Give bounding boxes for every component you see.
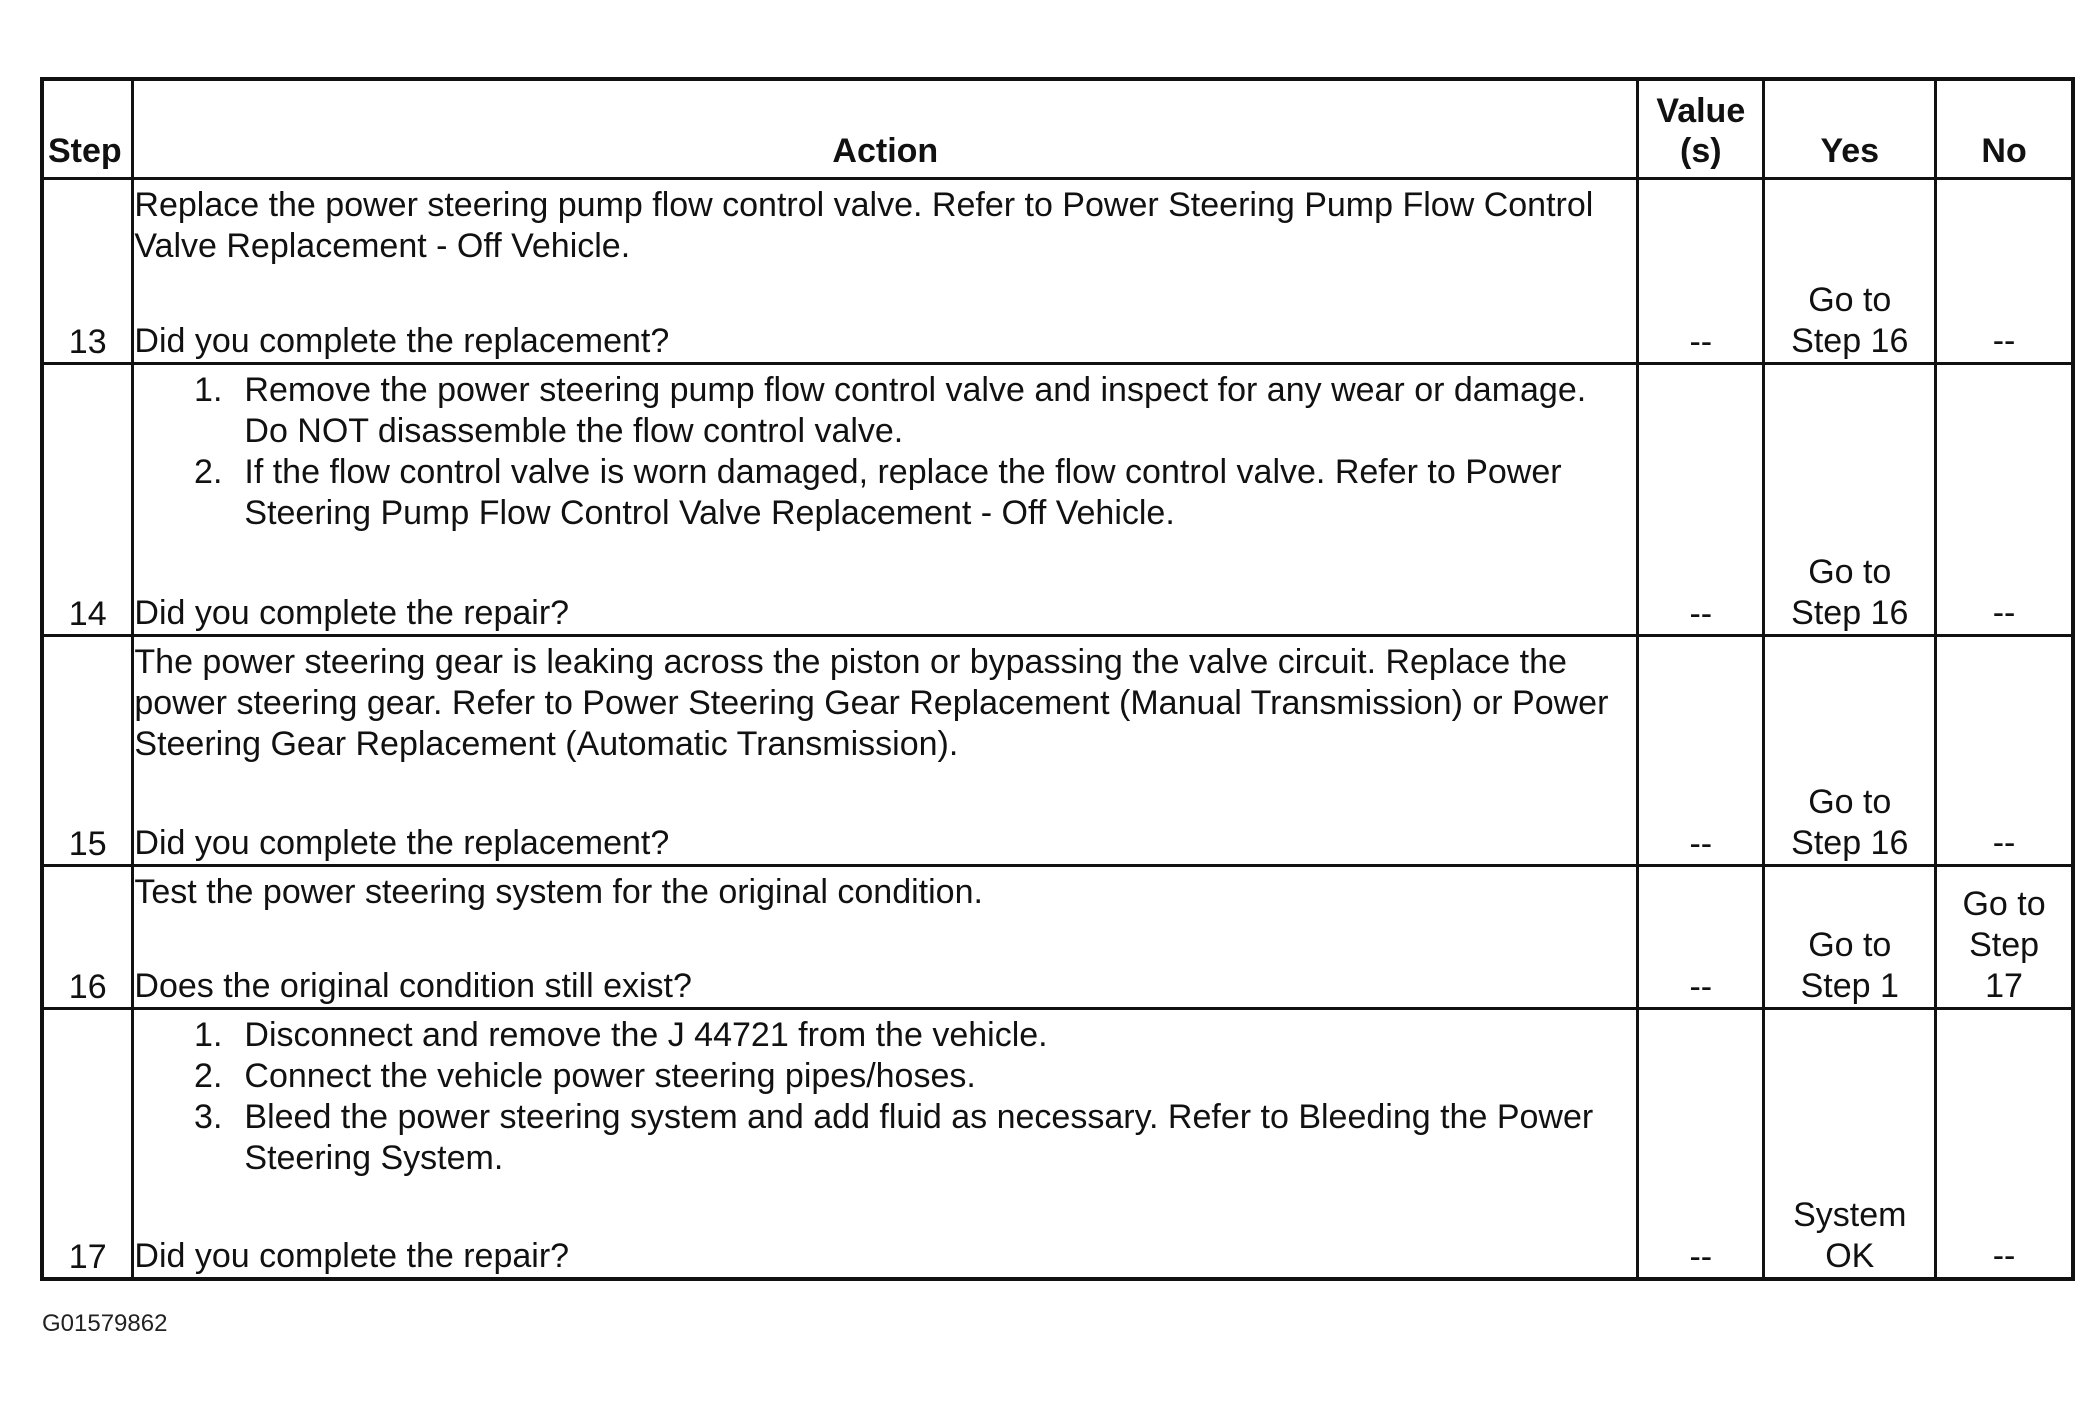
table-row — [42, 636, 2073, 866]
value-cell: -- — [1638, 636, 1764, 866]
action-step-item — [194, 1015, 1636, 1056]
header-step: Step — [42, 79, 133, 179]
no-cell: -- — [1936, 1009, 2073, 1279]
step-number: 16 — [42, 866, 133, 1009]
yes-cell: Go to Step 1 — [1764, 866, 1936, 1009]
table-row — [42, 364, 2073, 636]
action-step-list — [134, 370, 1636, 534]
action-step-list — [134, 1015, 1636, 1179]
action-step-number: 2. — [194, 1056, 223, 1095]
action-body — [134, 642, 1636, 765]
action-step-text: If the flow control valve is worn damaged, replace the flow control valve. Refer to Power Steering Pump Flow Control Valve Replacement - Off Vehicle. — [244, 453, 1562, 532]
action-cell — [133, 866, 1638, 1009]
action-cell — [133, 364, 1638, 636]
step-number: 13 — [42, 179, 133, 364]
action-text: Test the power steering system for the original condition. — [134, 873, 983, 911]
action-cell — [133, 1009, 1638, 1279]
yes-cell: Go to Step 16 — [1764, 364, 1936, 636]
action-question: Did you complete the replacement? — [134, 322, 670, 360]
yes-cell: Go to Step 16 — [1764, 636, 1936, 866]
step-number: 17 — [42, 1009, 133, 1279]
table-header-row — [42, 79, 2073, 179]
action-content — [134, 872, 1636, 1007]
action-step-text: Bleed the power steering system and add fluid as necessary. Refer to Bleeding the Power Steering System. — [244, 1097, 1594, 1177]
value-cell: -- — [1638, 179, 1764, 364]
no-cell: Go to Step 17 — [1936, 866, 2073, 1009]
header-action: Action — [133, 79, 1638, 179]
action-body — [134, 1015, 1636, 1179]
action-step-number: 1. — [194, 371, 223, 409]
yes-cell: Go to Step 16 — [1764, 179, 1936, 364]
header-yes: Yes — [1764, 79, 1936, 179]
header-value: Value (s) — [1638, 79, 1764, 179]
value-cell: -- — [1638, 866, 1764, 1009]
diagnostic-table — [40, 77, 2075, 1281]
action-step-text: Remove the power steering pump flow control valve and inspect for any wear or damage. Do NOT disassemble the flow control valve. — [244, 371, 1587, 450]
action-step-item — [194, 1097, 1636, 1179]
action-question: Did you complete the replacement? — [134, 824, 670, 862]
action-content — [134, 642, 1636, 864]
action-body — [134, 185, 1636, 267]
action-text: Replace the power steering pump flow control valve. Refer to Power Steering Pump Flow Control Valve Replacement - Off Vehicle. — [134, 186, 1594, 265]
table-row — [42, 179, 2073, 364]
action-content — [134, 185, 1636, 362]
action-cell — [133, 636, 1638, 866]
table-body — [42, 179, 2073, 1279]
action-text: The power steering gear is leaking across the piston or bypassing the valve circuit. Replace the power steering gear. Refer to Power Steering Gear Replacement (Manual Transmission) or Power Steering Gear Replacement (Automatic Transmission). — [134, 643, 1609, 763]
no-cell: -- — [1936, 364, 2073, 636]
action-content — [134, 1015, 1636, 1277]
action-step-text: Connect the vehicle power steering pipes/hoses. — [244, 1056, 976, 1095]
action-step-item — [194, 452, 1636, 534]
value-cell: -- — [1638, 1009, 1764, 1279]
action-step-text: Disconnect and remove the J 44721 from the vehicle. — [244, 1015, 1048, 1054]
action-step-item — [194, 370, 1636, 452]
no-cell: -- — [1936, 179, 2073, 364]
table-row — [42, 1009, 2073, 1279]
action-body — [134, 872, 1636, 913]
action-step-item — [194, 1056, 1636, 1097]
figure-id: G01579862 — [42, 1310, 168, 1337]
value-cell: -- — [1638, 364, 1764, 636]
action-question: Did you complete the repair? — [134, 594, 570, 632]
yes-cell: System OK — [1764, 1009, 1936, 1279]
no-cell: -- — [1936, 636, 2073, 866]
action-step-number: 2. — [194, 453, 223, 491]
step-number: 15 — [42, 636, 133, 866]
action-step-number: 1. — [194, 1015, 223, 1054]
action-step-number: 3. — [194, 1097, 223, 1136]
action-question: Did you complete the repair? — [134, 1236, 570, 1275]
action-body — [134, 370, 1636, 534]
table-row — [42, 866, 2073, 1009]
action-content — [134, 370, 1636, 634]
header-no: No — [1936, 79, 2073, 179]
action-cell — [133, 179, 1638, 364]
step-number: 14 — [42, 364, 133, 636]
action-question: Does the original condition still exist? — [134, 967, 692, 1005]
